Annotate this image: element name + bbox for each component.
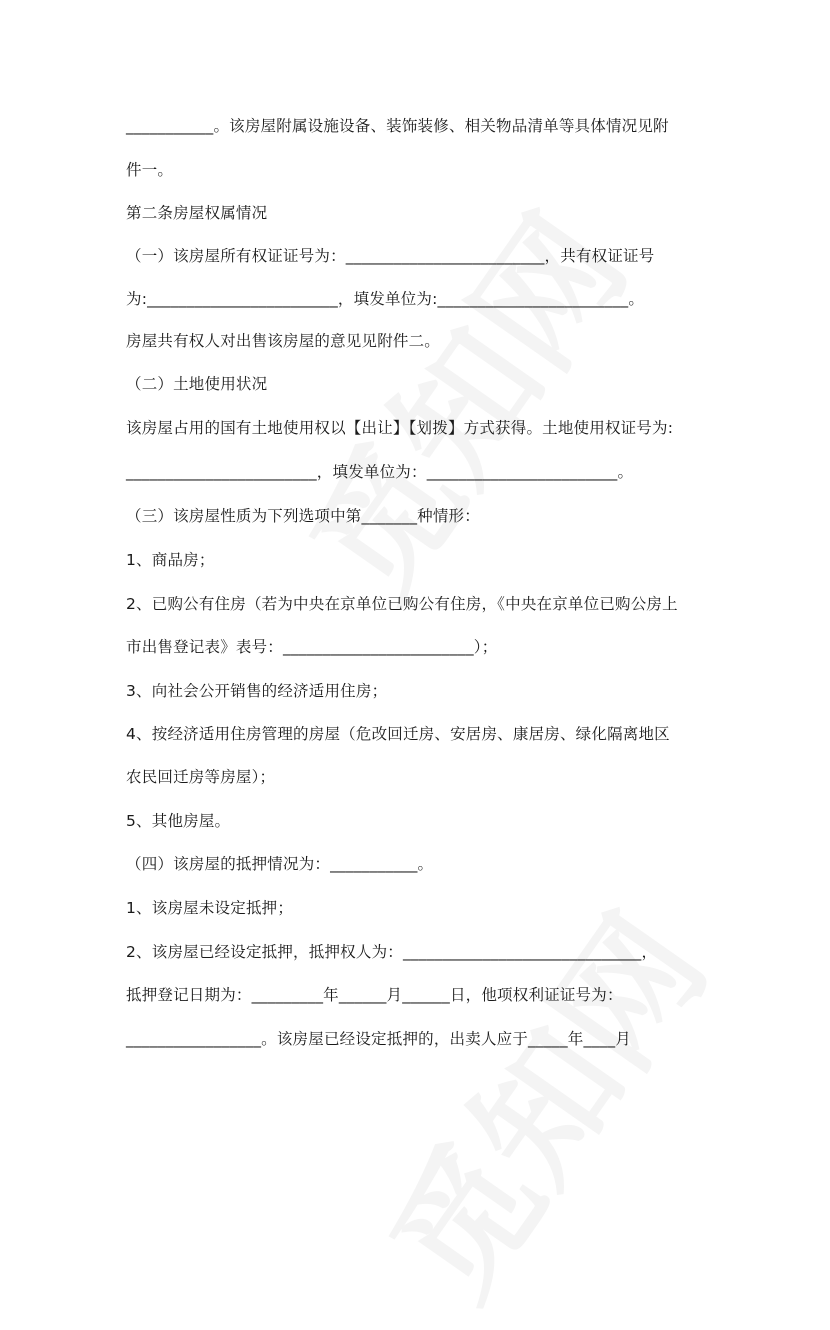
- section-heading: 第二条房屋权属情况: [126, 204, 268, 222]
- list-item: 1、该房屋未设定抵押；: [126, 899, 294, 917]
- list-item: 3、向社会公开销售的经济适用住房；: [126, 682, 388, 700]
- paragraph-line: 该房屋占用的国有土地使用权以【出让】【划拨】方式获得。土地使用权证号为:: [126, 419, 674, 437]
- subsection-heading: （四）该房屋的抵押情况为：___________。: [126, 855, 434, 873]
- paragraph-line: 抵押登记日期为：_________年______月______日，他项权利证证号为：: [126, 986, 623, 1004]
- list-item: 5、其他房屋。: [126, 812, 231, 830]
- paragraph-line: ___________。该房屋附属设施设备、装饰装修、相关物品清单等具体情况见附: [126, 117, 669, 135]
- paragraph-line: ________________________，填发单位为：________________________。: [126, 463, 634, 481]
- paragraph-line: （一）该房屋所有权证证号为：_________________________，共有权证证号: [126, 247, 655, 265]
- list-item: 4、按经济适用住房管理的房屋（危改回迁房、安居房、康居房、绿化隔离地区: [126, 725, 670, 743]
- paragraph-line: 农民回迁房等房屋）；: [126, 768, 276, 786]
- watermark: [257, 171, 663, 630]
- list-item: 2、已购公有住房（若为中央在京单位已购公有住房，《中央在京单位已购公房上: [126, 595, 678, 613]
- list-item: 2、该房屋已经设定抵押，抵押权人为：______________________________，: [126, 943, 658, 961]
- paragraph-line: 房屋共有权人对出售该房屋的意见见附件二。: [126, 332, 441, 350]
- subsection-heading: （二）土地使用状况: [126, 375, 268, 393]
- paragraph-line: （三）该房屋性质为下列选项中第_______种情形：: [126, 507, 480, 525]
- paragraph-line: _________________。该房屋已经设定抵押的，出卖人应于_____年____月: [126, 1030, 632, 1048]
- list-item: 1、商品房；: [126, 551, 215, 569]
- paragraph-line: 为:________________________，填发单位为:________________________。: [126, 290, 645, 308]
- paragraph-line: 件一。: [126, 161, 174, 179]
- watermark: [337, 871, 743, 1330]
- paragraph-line: 市出售登记表》表号：________________________）；: [126, 638, 498, 656]
